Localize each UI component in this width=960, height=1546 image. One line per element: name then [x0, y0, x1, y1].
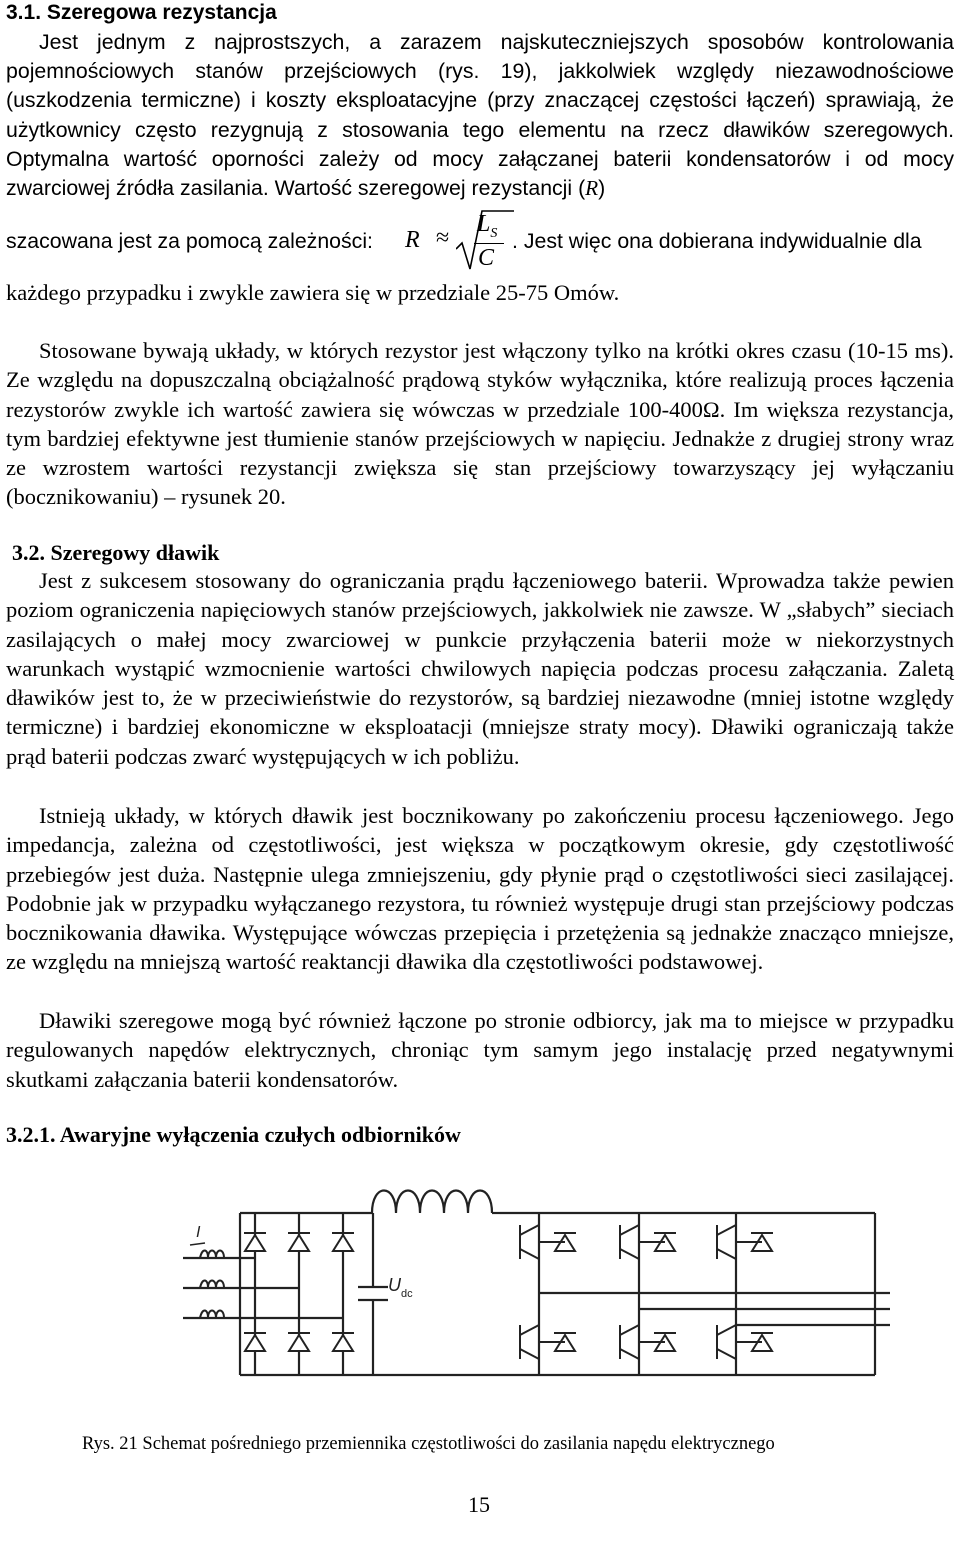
section-title-3-1: 3.1. Szeregowa rezystancja [6, 1, 277, 24]
formula-lead-text: szacowana jest za pomocą zależności: [6, 229, 373, 253]
section-title-3-2: 3.2. Szeregowy dławik [12, 540, 220, 565]
fraction-numerator [477, 211, 497, 242]
fraction-denominator: C [478, 245, 495, 271]
figure-caption: Rys. 21 Schemat pośredniego przemiennika częstotliwości do zasilania napędu elektrycznego [82, 1434, 775, 1454]
paragraph-reactor-bypass: Istnieją układy, w których dławik jest bocznikowany po zakończeniu procesu łączeniowego. Jego impedancja, zależna od częstotliwości, jest większa w początkowym okresie, gdy częstotliwość przebiegów jest duża. Następnie ulega zmniejszeniu, gdy płynie prąd o częstotliwości sieci zasilającej. Podobnie jak w przypadku wyłączanego rezystora, tu również występuje drugi stan przejściowy podczas bocznikowania dławika. Występujące wówczas przepięcia i przetężenia są jednakże znacząco mniejsze, ze względu na mniejszą wartość reaktancji dławika dla częstotliwości podstawowej. [6, 803, 954, 975]
paragraph-reactor-consumer: Dławiki szeregowe mogą być również łączone po stronie odbiorcy, jak ma to miejsce w przypadku regulowanych napędów elektrycznych, chroniąc tym samym jego instalację przed negatywnymi skutkami załączania baterii kondensatorów. [6, 1008, 954, 1092]
numerator-l: L [477, 211, 491, 237]
paragraph-text: Jest jednym z najprostszych, a zarazem najskuteczniejszych sposobów kontrolowania pojemnościowych stanów przejściowych (rys. 19), jakkolwiek względy niezawodnościowe (uszkodzenia termiczne) i koszty eksploatacyjne (przy znaczącej częstości łączeń) sprawiają, że użytkownicy często rezygnują z stosowania tego elementu na rzecz dławików szeregowych. Optymalna wartość oporności zależy od mocy załączanej baterii kondensatorów i od mocy zwarciowej źródła zasilania. Wartość szeregowej rezystancji ( [6, 30, 954, 201]
paragraph-reactor-intro: Jest z sukcesem stosowany do ograniczania prądu łączeniowego baterii. Wprowadza także pewien poziom ograniczenia napięciowych stanów przejściowych, jakkolwiek nie zawsze. W „słabych” sieciach zasilających o małej mocy zwarciowej w punkcie przyłączenia baterii może w niekorzystnych warunkach wystąpić wzmocnienie wartości chwilowych napięcia podczas procesu załączania. Zaletą dławików jest to, że w przeciwieństwie do rezystorów, są bardziej niezawodne (mniej istotne względy termiczne) i bardziej ekonomiczne w eksploatacji (mniejsze straty mocy). Dławiki ograniczają także prąd baterii podczas zwarć występujących w ich pobliżu. [6, 568, 954, 769]
paren-close: ) [598, 176, 606, 201]
formula-line [6, 207, 954, 281]
frequency-converter-schematic [0, 1175, 960, 1425]
label-voltage-sub: dc [401, 1288, 413, 1300]
formula-symbol-r: R [405, 227, 420, 253]
formula-approx-sign: ≈ [436, 225, 450, 251]
section-title-3-2-1: 3.2.1. Awaryjne wyłączenia czułych odbiorników [6, 1122, 461, 1147]
paragraph-resistance-intro [6, 28, 954, 203]
formula-trailing-text: . Jest więc ona dobierana indywidualnie dla [512, 229, 922, 253]
fraction-bar [474, 243, 504, 244]
paragraph-resistance-range: każdego przypadku i zwykle zawiera się w przedziale 25-75 Omów. [6, 280, 620, 305]
label-current-i: I [196, 1224, 201, 1241]
page-number: 15 [468, 1492, 490, 1517]
label-voltage-u: U [388, 1275, 401, 1295]
paragraph-resistance-switching: Stosowane bywają układy, w których rezystor jest włączony tylko na krótki okres czasu (10-15 ms). Ze względu na dopuszczalną obciążalność prądową styków wyłącznika, które realizują proces łączenia rezystorów zwykle ich wartość zawiera się wówczas w przedziale 100-400Ω. Im większa rezystancja, tym bardziej efektywne jest tłumienie stanów przejściowych w napięciu. Jednakże z drugiej strony wraz ze wzrostem wartości rezystancji zwiększa się stan przejściowy towarzyszący jej wyłączaniu (bocznikowaniu) – rysunek 20. [6, 338, 954, 510]
numerator-subscript: S [490, 225, 498, 241]
symbol-r: R [585, 176, 599, 201]
